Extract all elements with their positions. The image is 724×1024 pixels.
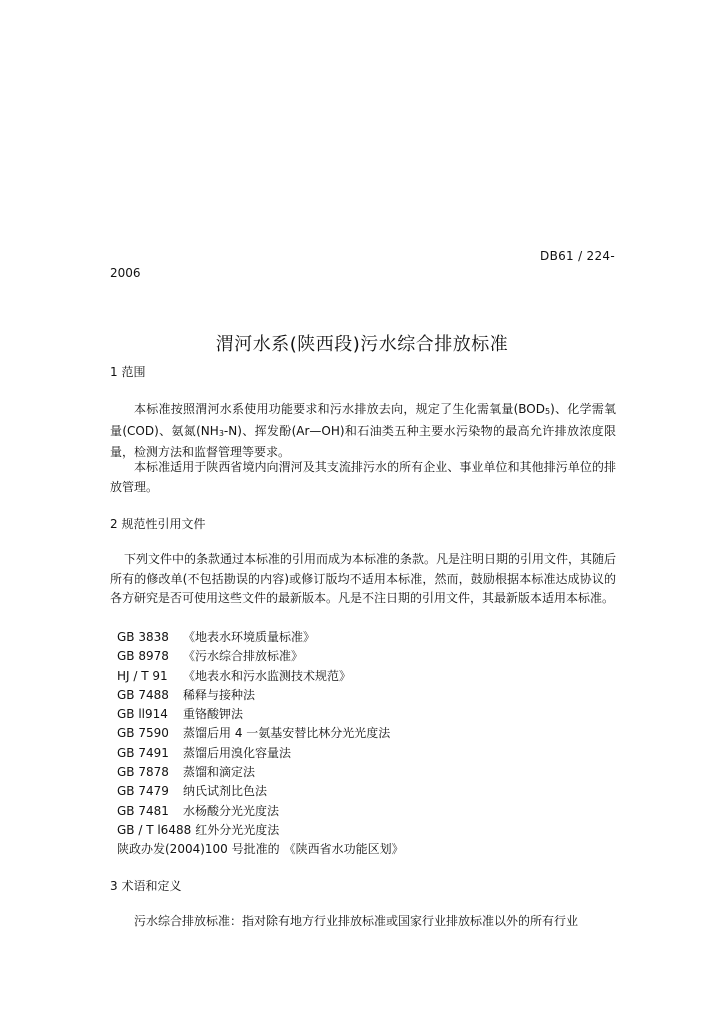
reference-name: 蒸馏和滴定法 <box>183 765 256 780</box>
reference-code: GB / T l6488 <box>117 822 192 837</box>
document-title: 渭河水系(陕西段)污水综合排放标准 <box>215 334 509 355</box>
reference-code: 陕政办发(2004)100 号批准的 <box>117 842 280 857</box>
reference-item <box>117 763 404 782</box>
section-1-paragraph-1 <box>110 400 616 463</box>
reference-code: GB ll914 <box>117 707 168 722</box>
reference-name: 蒸馏后用溴化容量法 <box>183 745 292 760</box>
reference-item <box>117 821 404 840</box>
reference-item <box>117 802 404 821</box>
section-1-heading: 1 范围 <box>110 365 146 379</box>
reference-code: GB 7479 <box>117 784 169 799</box>
reference-code: GB 7488 <box>117 687 169 702</box>
reference-item <box>117 647 404 666</box>
reference-list <box>117 628 404 860</box>
section-3-heading: 3 术语和定义 <box>110 879 182 893</box>
section-1-paragraph-1-part-b: )、化学需氧量(COD)、氨氮(NH <box>110 402 616 438</box>
section-3-paragraph: 污水综合排放标准：指对除有地方行业排放标准或国家行业排放标准以外的所有行业 <box>134 914 579 928</box>
reference-item <box>117 744 404 763</box>
reference-name: 稀释与接种法 <box>183 687 256 702</box>
nh3-subscript: 3 <box>218 428 224 438</box>
reference-item <box>117 782 404 801</box>
reference-code: GB 7590 <box>117 726 169 741</box>
reference-code: GB 7481 <box>117 803 169 818</box>
reference-code: HJ / T 91 <box>117 668 168 683</box>
reference-code: GB 8978 <box>117 649 169 664</box>
reference-item <box>117 667 404 686</box>
reference-name: 水杨酸分光光度法 <box>183 803 280 818</box>
reference-item <box>117 686 404 705</box>
section-1-paragraph-2: 本标准适用于陕西省境内向渭河及其支流排污水的所有企业、事业单位和其他排污单位的排放管理。 <box>110 460 616 494</box>
section-1-paragraph-1-part-a: 本标准按照渭河水系使用功能要求和污水排放去向，规定了生化需氧量(BOD <box>134 402 545 416</box>
reference-code: GB 7878 <box>117 765 169 780</box>
reference-name: 《地表水环境质量标准》 <box>183 630 316 644</box>
standard-number: DB61 / 224- <box>540 249 615 263</box>
reference-name: 《污水综合排放标准》 <box>183 649 304 664</box>
standard-year: 2006 <box>110 266 141 280</box>
reference-name: 重铬酸钾法 <box>183 707 244 722</box>
reference-name: 红外分光光度法 <box>195 822 280 837</box>
reference-name: 蒸馏后用 4 一氨基安替比林分光光度法 <box>183 726 391 741</box>
reference-item <box>117 840 404 859</box>
reference-name: 《地表水和污水监测技术规范》 <box>183 668 352 683</box>
section-2-paragraph: 下列文件中的条款通过本标准的引用而成为本标准的条款。凡是注明日期的引用文件，其随后所有的修改单(不包括勘误的内容)或修订版均不适用本标准，然而，鼓励根据本标准达成协议的各方研究是否可使用这些文件的最新版本。凡是不注日期的引用文件，其最新版本适用本标准。 <box>110 552 617 605</box>
reference-item <box>117 724 404 743</box>
reference-code: GB 7491 <box>117 745 169 760</box>
section-2-heading: 2 规范性引用文件 <box>110 517 206 531</box>
reference-item <box>117 705 404 724</box>
reference-code: GB 3838 <box>117 630 169 644</box>
bod-subscript: 5 <box>544 407 551 416</box>
section-1-paragraph-1-part-c: -N)、挥发酚(Ar—OH)和石油类五种主要水污染物的最高允许排放浓度限量，检测方法和监督管理等要求。 <box>110 423 616 459</box>
reference-name: 《陕西省水功能区划》 <box>283 842 404 857</box>
reference-item <box>117 628 404 647</box>
reference-name: 纳氏试剂比色法 <box>183 784 268 799</box>
